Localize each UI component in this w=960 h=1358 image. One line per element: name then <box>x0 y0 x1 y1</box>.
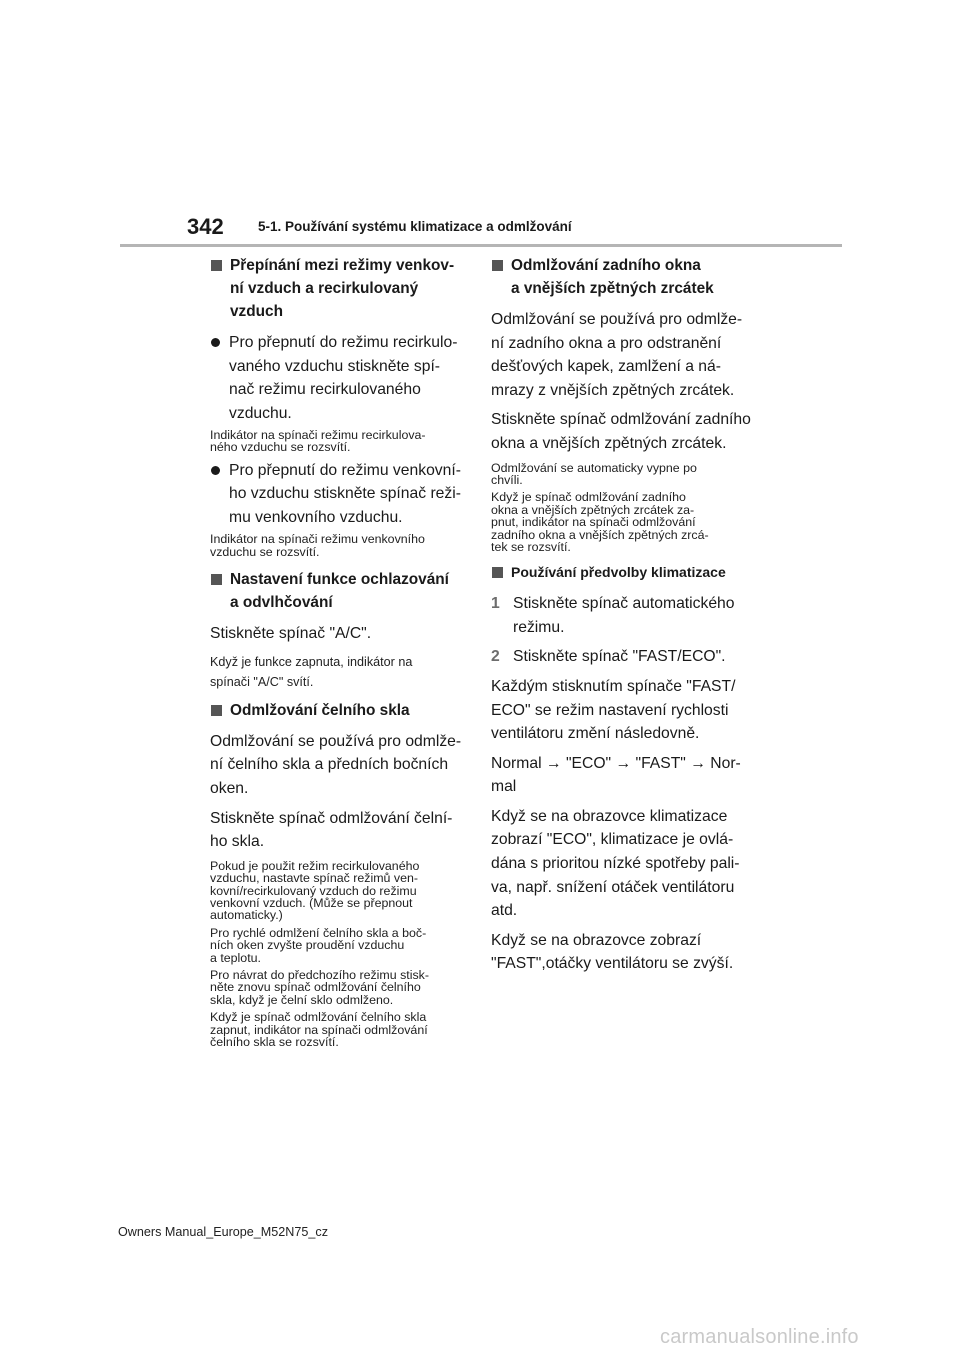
step-1: 1 Stiskněte spínač automatického režimu. <box>491 592 761 639</box>
paragraph-rear-purpose: Odmlžování se používá pro odmlže- ní zadního okna a pro odstranění dešťových kapek, zamlžení a ná- mrazy z vnějších zpětných zrcátek. <box>491 311 743 399</box>
paragraph-windshield-switch: Stiskněte spínač odmlžování čelní- ho skla. <box>210 809 453 851</box>
paragraph-ac-switch: Stiskněte spínač "A/C". <box>210 625 372 643</box>
heading-windshield-defog: Odmlžování čelního skla <box>210 699 478 722</box>
paragraph-fast-eco-cycle: Každým stisknutím spínače "FAST/ ECO" se režim nastavení rychlosti ventilátoru změní následovně. <box>491 677 736 743</box>
note-outside-air-indicator: Indikátor na spínači režimu venkovního vzduchu se rozsvítí. <box>210 532 425 559</box>
watermark: carmanualsonline.info <box>660 1326 859 1348</box>
paragraph-eco-description: Když se na obrazovce klimatizace zobrazí "ECO", klimatizace je ovlá- dána s prioritou nízké spotřeby pali- va, např. snížení otáček ventilátoru atd. <box>491 807 740 920</box>
round-bullet-icon <box>211 466 220 475</box>
heading-cooling: Nastavení funkce ochlazování a odvlhčování <box>210 568 478 614</box>
note-ac-indicator: Když je funkce zapnuta, indikátor na spínači "A/C" svítí. <box>210 654 413 690</box>
page-number: 342 <box>187 214 224 239</box>
paragraph-windshield-purpose: Odmlžování se používá pro odmlže- ní čelního skla a předních bočních oken. <box>210 732 462 797</box>
note-rear-indicator: Když je spínač odmlžování zadního okna a vnějších zpětných zrcátek za- pnut, indikátor na spínači odmlžování zadního okna a vnějších zpětných zrcá- tek se rozsvítí. <box>491 490 709 554</box>
step-number: 1 <box>491 595 500 613</box>
note-recirculated-indicator: Indikátor na spínači režimu recirkulova- ného vzduchu se rozsvítí. <box>210 428 426 455</box>
footer-document-id: Owners Manual_Europe_M52N75_cz <box>118 1225 329 1239</box>
heading-rear-defog: Odmlžování zadního okna a vnějších zpětných zrcátek <box>491 254 761 300</box>
section-title: 5-1. Používání systému klimatizace a odmlžování <box>258 219 572 234</box>
left-column <box>210 254 478 1053</box>
header-divider <box>120 244 842 247</box>
step-number: 2 <box>491 648 500 666</box>
bullet-recirculated: Pro přepnutí do režimu recirkulo- vaného vzduchu stiskněte spí- nač režimu recirkulovaného vzduchu. <box>210 331 478 425</box>
square-bullet-icon <box>492 567 503 578</box>
square-bullet-icon <box>492 260 503 271</box>
note-rear-auto-off: Odmlžování se automaticky vypne po chvíli. <box>491 460 697 487</box>
heading-climate-preset: Používání předvolby klimatizace <box>491 561 761 584</box>
paragraph-rear-switch: Stiskněte spínač odmlžování zadního okna a vnějších zpětných zrcátek. <box>491 411 751 452</box>
note-windshield-recirc: Pokud je použit režim recirkulovaného vzduchu, nastavte spínač režimů ven- kovní/recirkulovaný vzduch do režimu venkovní vzduch. (Může se přepnout automaticky.) <box>210 858 420 923</box>
note-windshield-return: Pro návrat do předchozího režimu stisk- něte znovu spínač odmlžování čelního skla, když je čelní sklo odmlženo. <box>210 967 429 1007</box>
square-bullet-icon <box>211 705 222 716</box>
bullet-outside-air: Pro přepnutí do režimu venkovní- ho vzduchu stiskněte spínač reži- mu venkovního vzduchu. <box>210 459 478 530</box>
step-2: 2 Stiskněte spínač "FAST/ECO". <box>491 645 761 669</box>
note-windshield-fast: Pro rychlé odmlžení čelního skla a boč- ních oken zvyšte proudění vzduchu a teplotu. <box>210 925 427 965</box>
paragraph-fast-description: Když se na obrazovce zobrazí "FAST",otáčky ventilátoru se zvýší. <box>491 931 734 973</box>
paragraph-mode-sequence: Normal → "ECO" → "FAST" → Nor- mal <box>491 754 741 796</box>
heading-air-mode: Přepínání mezi režimy venkov- ní vzduch a recirkulovaný vzduch <box>210 254 478 323</box>
square-bullet-icon <box>211 260 222 271</box>
note-windshield-indicator: Když je spínač odmlžování čelního skla zapnut, indikátor na spínači odmlžování čelního skla se rozsvítí. <box>210 1010 428 1049</box>
square-bullet-icon <box>211 574 222 585</box>
round-bullet-icon <box>211 338 220 347</box>
right-column <box>491 254 761 982</box>
